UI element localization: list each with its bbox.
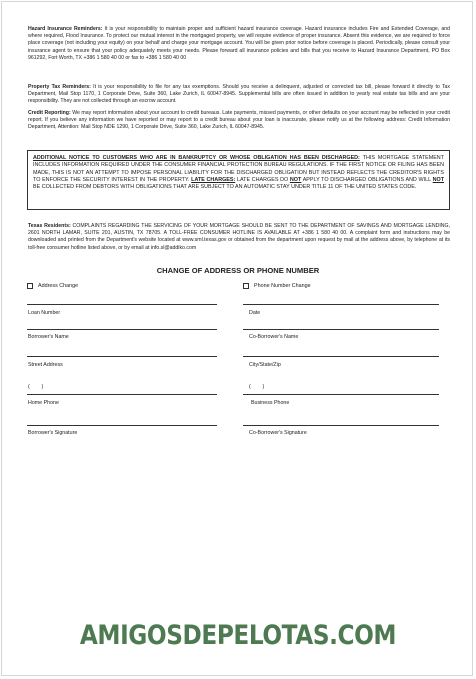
business-phone-field[interactable] (243, 394, 439, 395)
texas-residents-paragraph (28, 223, 450, 252)
street-address-field[interactable] (27, 356, 217, 357)
form-title: CHANGE OF ADDRESS OR PHONE NUMBER (156, 266, 320, 275)
credit-text: We may report information about your account to credit bureaus. Late payments, missed payments, or other defaults on your account may be reflected in your credit report. If you believe any information we have reported or may report to a credit bureau about your loan is inaccurate, please notify us at the following address: Credit Information Department, Attention: Mail Stop NDE 1290, 1 Corporate Drive, Suite 360, Lake Zurich, IL 60047-8945. (28, 110, 450, 131)
coborrower-signature-label: Co-Borrower's Signature (249, 430, 307, 436)
bankruptcy-notice-box (27, 150, 450, 210)
city-state-zip-field[interactable] (243, 356, 439, 357)
texas-heading: Texas Residents: (28, 223, 71, 229)
business-phone-area-code: ( ) (249, 384, 265, 390)
date-label: Date (249, 310, 261, 316)
texas-text-caps: COMPLAINTS REGARDING THE SERVICING OF YOUR MORTGAGE SHOULD BE SENT TO THE DEPARTMENT OF SAVINGS AND MORTGAGE LENDING, 2601 NORTH LAMAR, SUITE 201, AUSTIN, TX 78705. A TOLL-FREE CONSUMER HOTLINE IS AVAILABLE AT +386 1 580 40 00. (28, 223, 450, 237)
hazard-heading: Hazard Insurance Reminders: (28, 26, 103, 32)
coborrower-name-label: Co-Borrower's Name (249, 334, 299, 340)
credit-reporting-paragraph (28, 110, 450, 132)
late-charges-text-a: LATE CHARGES DO (235, 176, 290, 183)
property-tax-paragraph (28, 84, 450, 106)
loan-number-field[interactable] (27, 304, 217, 305)
home-phone-field[interactable] (27, 394, 217, 395)
borrower-signature-field[interactable] (27, 425, 217, 426)
date-field[interactable] (243, 304, 439, 305)
late-charges-not-1: NOT (289, 176, 302, 183)
phone-change-label: Phone Number Change (254, 283, 311, 289)
address-change-label: Address Change (38, 283, 79, 289)
texas-text: A complaint form and instructions may be downloaded and printed from the Department's website located at www.sml.texas.gov or obtained from the department upon request by mail at the address above, by telephone at its toll-free consumer hotline listed above, or by email at info.sl@addiko.com (28, 230, 451, 251)
borrower-name-field[interactable] (27, 329, 217, 330)
hazard-insurance-paragraph (28, 26, 450, 62)
phone-change-checkbox[interactable] (243, 283, 249, 289)
tax-heading: Property Tax Reminders: (28, 84, 91, 90)
borrower-signature-label: Borrower's Signature (28, 430, 78, 436)
home-phone-area-code: ( ) (28, 384, 44, 390)
credit-heading: Credit Reporting: (28, 110, 71, 116)
late-charges-heading: LATE CHARGES: (191, 176, 236, 183)
hazard-text: It is your responsibility to maintain proper and sufficient hazard insurance coverage. Hazard insurance includes Fire and Extended Coverage, and where required, Flood Insurance. To protect our mutual interest in the mortgaged property, we will require evidence of proper insurance. Absent this evidence, we are required to force place coverage (not including your equity) on your behalf and charge your mortgage account. You will be given prior notice before coverage is placed. Periodically, please consult your insurance agent to ensure that your policy adequately meets your needs. Please forward all insurance policies and bills that you receive to Hazard Insurance Department, PO Box 961292, Fort Worth, TX +386 1 580 40 00 or fax to +386 1 580 40 00 (28, 26, 450, 61)
coborrower-signature-field[interactable] (243, 425, 439, 426)
phone-change-option[interactable] (243, 283, 311, 289)
street-address-label: Street Address (28, 362, 63, 368)
borrower-name-label: Borrower's Name (28, 334, 69, 340)
business-phone-label: Business Phone (251, 400, 290, 406)
late-charges-text-b: APPLY TO DISCHARGED OBLIGATIONS AND WILL (301, 176, 433, 183)
watermark-logo: AMIGOSDEPELOTAS.COM (79, 620, 397, 651)
notice-heading: ADDITIONAL NOTICE TO CUSTOMERS WHO ARE IN BANKRUPTCY OR WHOSE OBLIGATION HAS BEEN DISCHARGED: (33, 155, 360, 161)
address-change-option[interactable] (27, 283, 78, 289)
notice-body: THIS MORTGAGE STATEMENT INCLUDES INFORMATION REQUIRED UNDER THE CONSUMER FINANCIAL PROTECTION BUREAU REGULATIONS. IF THE FIRST NOTICE OR FILING HAS BEEN MADE, THIS IS NOT AN ATTEMPT TO IMPOSE PERSONAL LIABILITY FOR THE DISCHARGED OBLIGATION BUT INSTEAD REFLECTS THE CREDITOR'S RIGHTS TO ENFORCE THE SECURITY INTEREST IN THE PROPERTY. (33, 155, 444, 183)
late-charges-text-c: BE COLLECTED FROM DEBTORS WITH OBLIGATIONS THAT ARE SUBJECT TO AN AUTOMATIC STAY UNDER TITLE 11 OF THE UNITED STATES CODE. (33, 184, 417, 191)
loan-number-label: Loan Number (28, 310, 61, 316)
home-phone-label: Home Phone (28, 400, 59, 406)
late-charges-not-2: NOT (432, 176, 444, 183)
city-state-zip-label: City/State/Zip (249, 362, 281, 368)
coborrower-name-field[interactable] (243, 329, 439, 330)
tax-text: It is your responsibility to file for any tax exemptions. Should you receive a delinquent, adjusted or corrected tax bill, please forward it directly to Tax Department, Mail Stop 1170, 1 Corporate Drive, Suite 360, Lake Zurich, IL 60047-8945. Supplemental bills are often issued in addition to yearly real estate tax bills and are your responsibility. They are not collected through an escrow account. (28, 84, 450, 105)
address-change-checkbox[interactable] (27, 283, 33, 289)
